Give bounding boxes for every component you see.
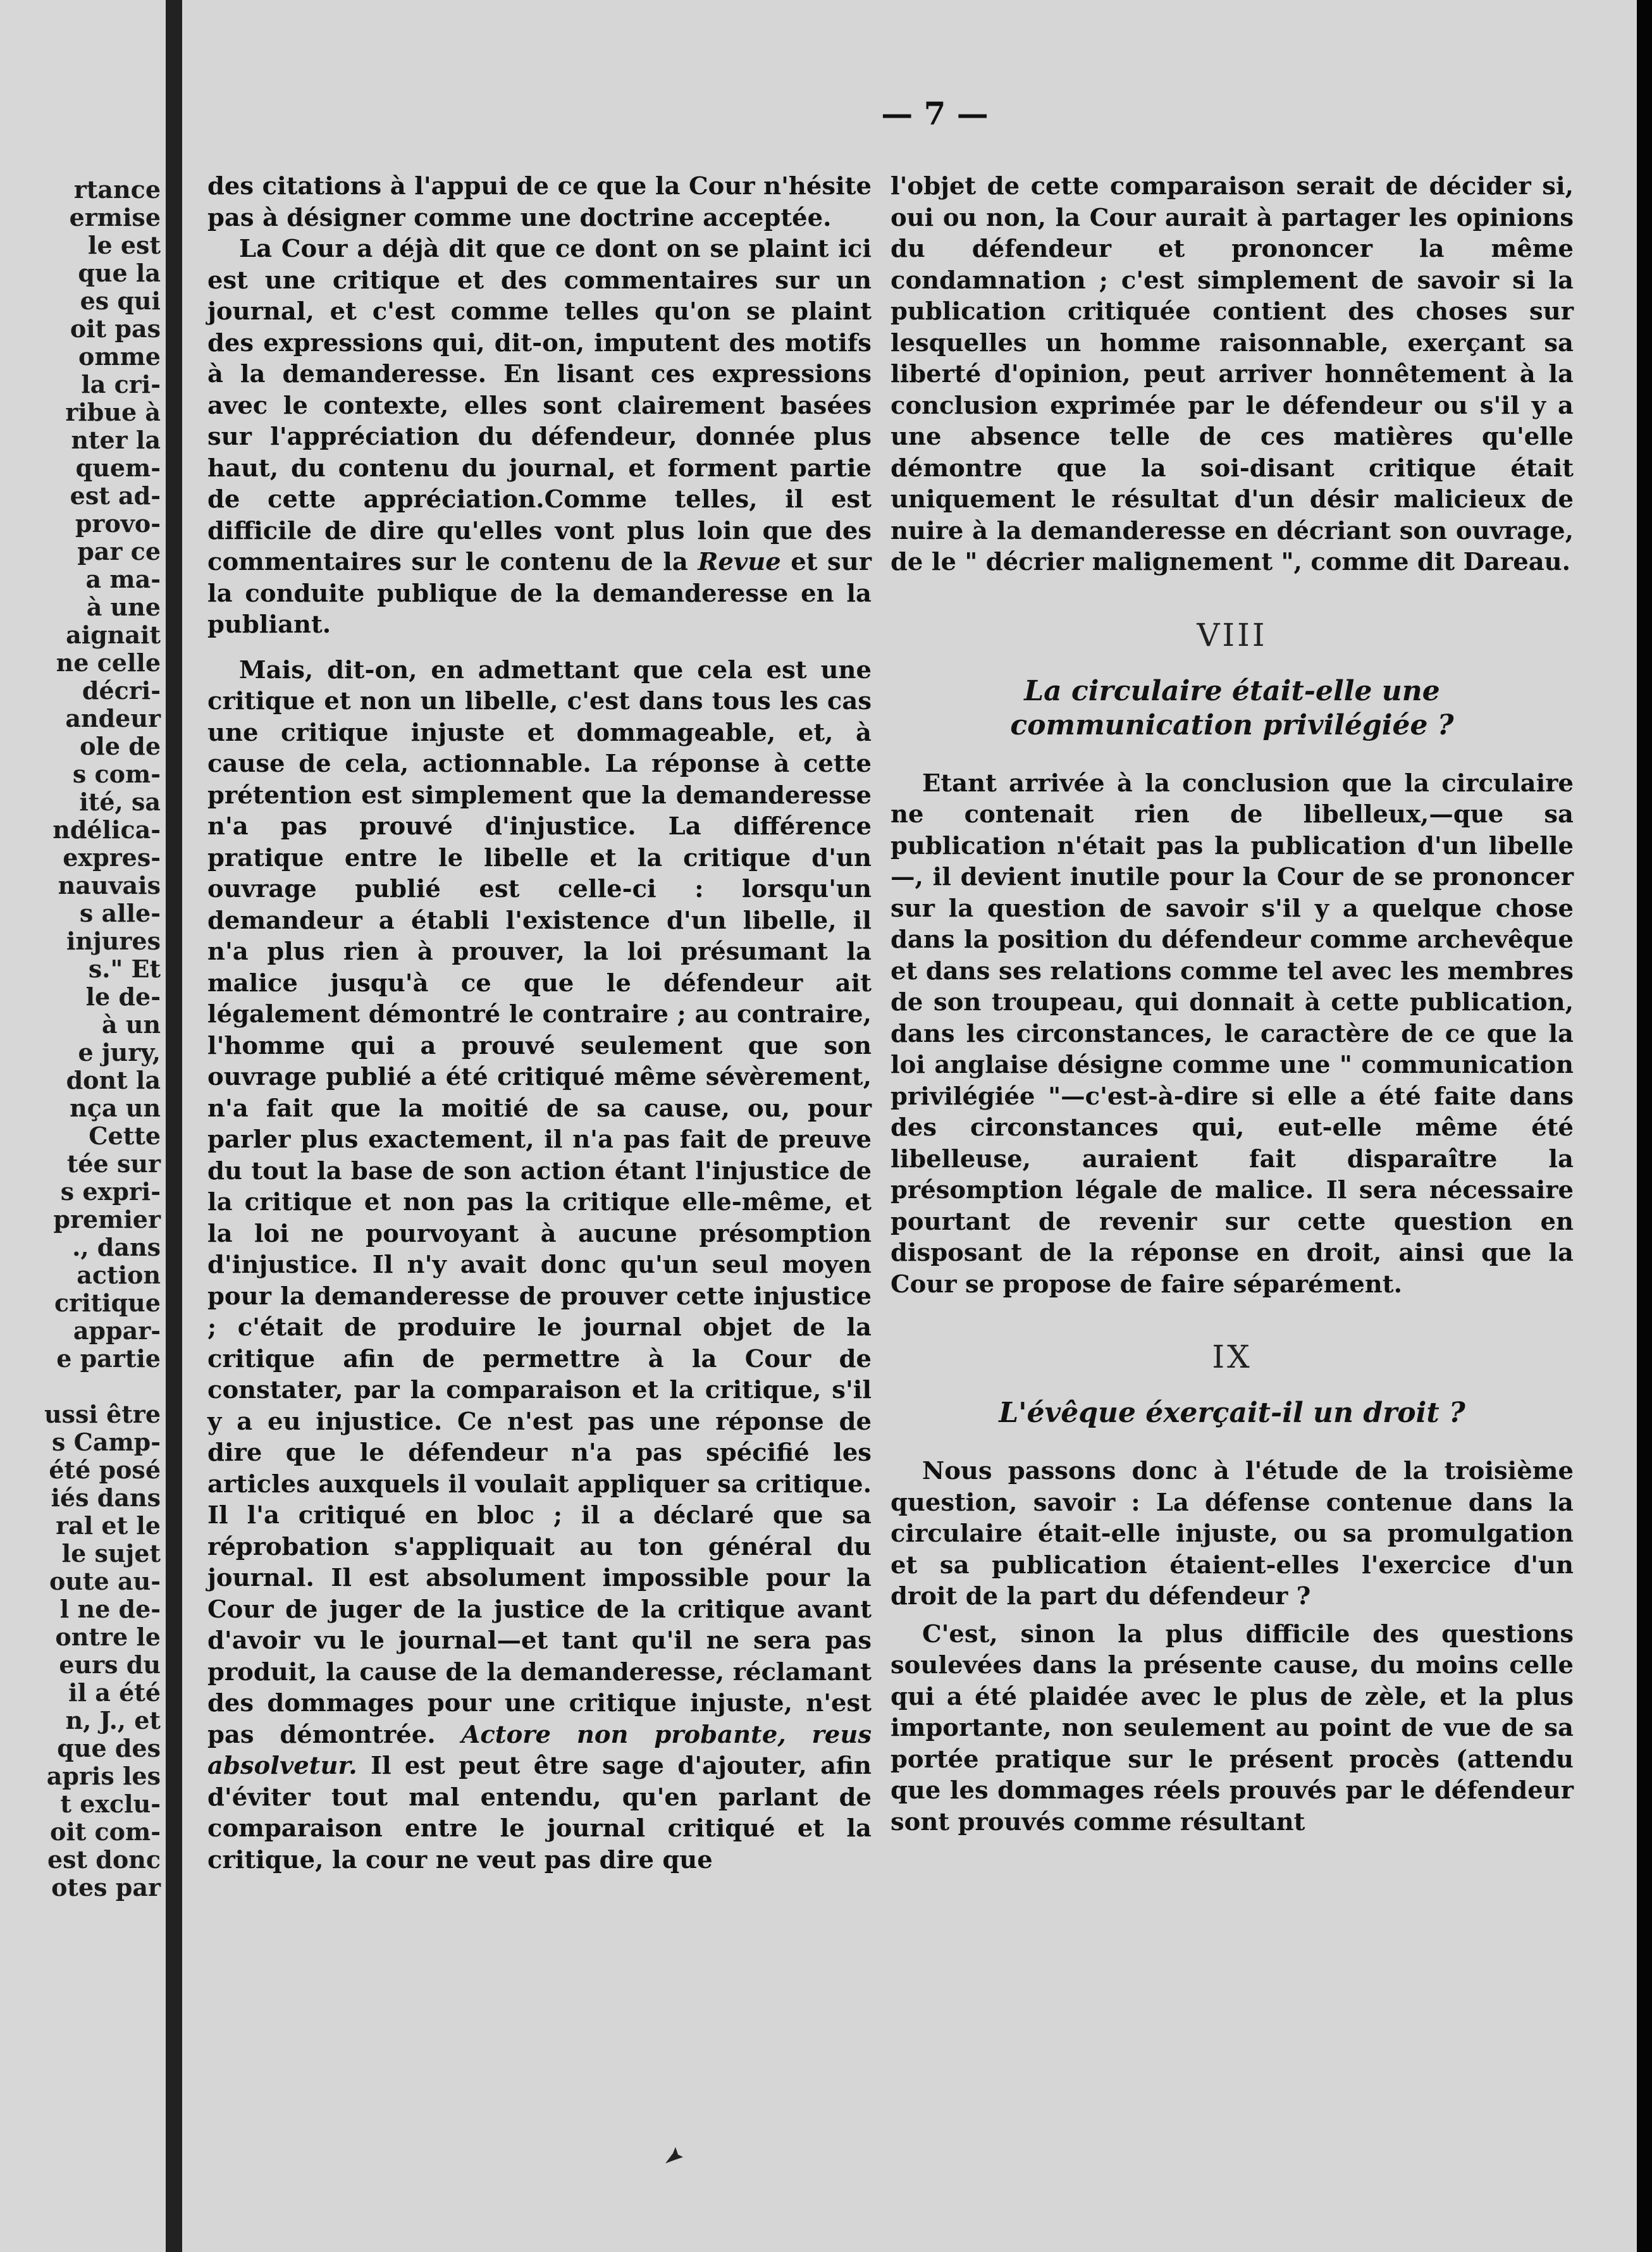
previous-page-line: le est [88, 231, 161, 259]
previous-page-line: iés dans [51, 1483, 161, 1512]
previous-page-line: à une [86, 593, 161, 621]
previous-page-line: la cri- [81, 370, 161, 399]
previous-page-line: andeur [65, 704, 161, 733]
right-column [891, 171, 1574, 1838]
previous-page-edge [0, 0, 166, 2252]
page-number: — 7 — [881, 95, 989, 132]
previous-page-line: nauvais [58, 871, 161, 900]
previous-page-line: est ad- [70, 481, 161, 510]
previous-page-line: ole de [80, 732, 161, 760]
previous-page-line: otes par [51, 1873, 161, 1902]
previous-page-line [0, 1373, 161, 1401]
binding-gutter [166, 0, 182, 2252]
section-ix-paragraph-2: C'est, sinon la plus difficile des questions soulevées dans la présente cause, du moins celle qui a été plaidée avec le plus de zèle, et la plus importante, non seulement au point de vue de sa portée pratique sur le présent procès (attendu que les dommages réels prouvés par le défendeur sont prouvés comme résultant [891, 1619, 1574, 1836]
previous-page-line: s expri- [60, 1177, 161, 1206]
previous-page-line: s alle- [79, 899, 161, 927]
scan-right-edge [1637, 0, 1652, 2252]
previous-page-line: t exclu- [60, 1790, 161, 1818]
previous-page-line: est donc [47, 1845, 161, 1874]
previous-page-line: que la [78, 259, 161, 287]
previous-page-fragments [0, 176, 161, 1902]
right-intro-paragraph: l'objet de cette comparaison serait de décider si, oui ou non, la Cour aurait à partager les opinions du défendeur et prononcer la même condamnation ; c'est simplement de savoir si la publication critiquée contient des choses sur lesquelles un homme raisonnable, exerçant sa liberté d'opinion, peut arriver honnêtement à la conclusion exprimée par le défendeur ou s'il y a une absence telle de ces matières qu'elle démontre que la soi-disant critique était uniquement le résultat d'un désir malicieux de nuire à la demanderesse en décriant son ouvrage, de le " décrier malignement ", comme dit Dareau. [891, 172, 1574, 576]
previous-page-line: oit com- [49, 1817, 161, 1846]
previous-page-line: quem- [75, 454, 161, 482]
previous-page-line: ité, sa [79, 788, 161, 816]
previous-page-line: rtance [73, 175, 161, 204]
previous-page-line: ne celle [56, 648, 161, 677]
previous-page-line: premier [53, 1205, 161, 1234]
previous-page-line: s Camp- [51, 1428, 161, 1456]
previous-page-line: n, J., et [65, 1706, 161, 1735]
previous-page-line: décri- [82, 676, 161, 705]
previous-page-line: ermise [69, 203, 161, 232]
previous-page-line: nter la [71, 426, 161, 454]
page [182, 0, 1637, 2252]
previous-page-line: appar- [73, 1316, 161, 1345]
previous-page-line: es qui [80, 287, 161, 315]
previous-page-line: action [77, 1261, 161, 1289]
previous-page-line: expres- [63, 843, 161, 872]
previous-page-line: provo- [75, 509, 161, 538]
section-title-viii: La circulaire était-elle une communication privilégiée ? [1010, 674, 1454, 741]
ink-blot-mark [663, 2144, 686, 2167]
previous-page-line: e jury, [78, 1038, 161, 1067]
previous-page-line: à un [101, 1010, 161, 1039]
previous-page-line: ndélica- [52, 815, 161, 844]
previous-page-line: ribue à [65, 398, 161, 426]
section-number-ix: IX [1212, 1339, 1252, 1375]
section-title-ix: L'évêque éxerçait-il un droit ? [999, 1397, 1465, 1429]
section-number-viii: VIII [1197, 616, 1267, 653]
previous-page-line: il a été [68, 1678, 161, 1707]
previous-page-line: injures [66, 927, 161, 955]
previous-page-line: dont la [66, 1066, 161, 1094]
previous-page-line: que des [57, 1734, 161, 1762]
previous-page-line: s com- [72, 760, 161, 788]
previous-page-line: oit pas [70, 314, 161, 343]
previous-page-line: tée sur [66, 1149, 161, 1178]
previous-page-line: par ce [77, 537, 161, 566]
previous-page-line: critique [54, 1289, 161, 1317]
previous-page-line: oute au- [49, 1567, 161, 1595]
left-column [207, 171, 872, 1876]
previous-page-line: l ne de- [59, 1595, 161, 1623]
section-viii-paragraph: Etant arrivée à la conclusion que la circulaire ne contenait rien de libelleux,—que sa publication n'était pas la publication d'un libelle—, il devient inutile pour la Cour de se prononcer sur la question de savoir s'il y a quelque chose dans la position du défendeur comme archevêque et dans ses relations comme tel avec les membres de son troupeau, qui donnait à cette publication, dans les circonstances, le caractère de ce que la loi anglaise désigne comme une " communication privilégiée "—c'est-à-dire si elle a été faite dans des circonstances qui, eut-elle même été libelleuse, auraient fait disparaître la présomption légale de malice. Il sera nécessaire pourtant de revenir sur cette question en disposant de la réponse en droit, ainsi que la Cour se propose de faire séparément. [891, 769, 1574, 1299]
previous-page-line: été posé [49, 1456, 161, 1484]
previous-page-line: e partie [56, 1344, 161, 1373]
previous-page-line: Cette [89, 1122, 161, 1150]
previous-page-line: eurs du [59, 1650, 161, 1679]
left-paragraph-3: Mais, dit-on, en admettant que cela est une critique et non un libelle, c'est dans tous les cas une critique injuste et dommageable, et, à cause de cela, actionnable. La réponse à cette prétention est simplement que la demanderesse n'a pas prouvé d'injustice. La différence pratique entre le libelle et la critique d'un ouvrage publié est celle-ci : lorsqu'un demandeur a établi l'existence d'un libelle, il n'a plus rien à prouver, la loi présumant la malice jusqu'à ce que le défendeur ait légalement démontré le contraire ; au contraire, l'homme qui a prouvé seulement que son ouvrage publié a été critiqué même sévèrement, n'a fait que la moitié de sa cause, ou, pour parler plus exactement, il n'a pas fait de preuve du tout la base de son action étant l'injustice de la critique et non pas la critique elle-même, et la loi ne pourvoyant à aucune présomption d'injustice. Il n'y avait donc qu'un seul moyen pour la demanderesse de prouver cette injustice ; c'était de produire le journal objet de la critique afin de permettre à la Cour de constater, par la comparaison et la critique, s'il y a eu injustice. Ce n'est pas une réponse de dire que le défendeur n'a pas spécifié les articles auxquels il voulait appliquer sa critique. Il l'a critiqué en bloc ; il a déclaré que sa réprobation s'appliquait au ton général du journal. Il est absolument impossible pour la Cour de juger de la justice de la critique avant d'avoir vu le journal—et tant qu'il ne sera pas produit, la cause de la demanderesse, réclamant des dommages pour une critique injuste, n'est pas démontrée. Actore non probante, reus absolvetur. Il est peut être sage d'ajouter, afin d'éviter tout mal entendu, qu'en parlant de comparaison entre le journal critiqué et la critique, la cour ne veut pas dire que [207, 655, 872, 1874]
previous-page-line: aignait [66, 621, 161, 649]
previous-page-line: s." Et [88, 955, 161, 983]
previous-page-line: nça un [70, 1094, 161, 1122]
section-ix-paragraph-1: Nous passons donc à l'étude de la troisième question, savoir : La défense contenue dans la circulaire était-elle injuste, ou sa promulgation et sa publication étaient-elles l'exercice d'un droit de la part du défendeur ? [891, 1457, 1574, 1611]
previous-page-line: ontre le [55, 1623, 161, 1651]
previous-page-line: ., dans [72, 1233, 161, 1261]
previous-page-line: apris les [46, 1762, 161, 1790]
previous-page-line: le de- [85, 982, 161, 1011]
previous-page-line: ussi être [44, 1400, 161, 1428]
previous-page-line: omme [78, 342, 161, 371]
left-paragraph-1: des citations à l'appui de ce que la Cour n'hésite pas à désigner comme une doctrine acceptée. [207, 172, 872, 232]
previous-page-line: a ma- [85, 565, 161, 593]
previous-page-line: le sujet [61, 1539, 161, 1568]
previous-page-line: ral et le [56, 1511, 161, 1540]
left-paragraph-2: La Cour a déjà dit que ce dont on se plaint ici est une critique et des commentaires sur un journal, et c'est comme telles qu'on se plaint des expressions qui, dit-on, imputent des motifs à la demanderesse. En lisant ces expressions avec le contexte, elles sont clairement basées sur l'appréciation du défendeur, donnée plus haut, du contenu du journal, et forment partie de cette appréciation.Comme telles, il est difficile de dire qu'elles vont plus loin que des commentaires sur le contenu de la Revue et sur la conduite publique de la demanderesse en la publiant. [207, 235, 872, 639]
